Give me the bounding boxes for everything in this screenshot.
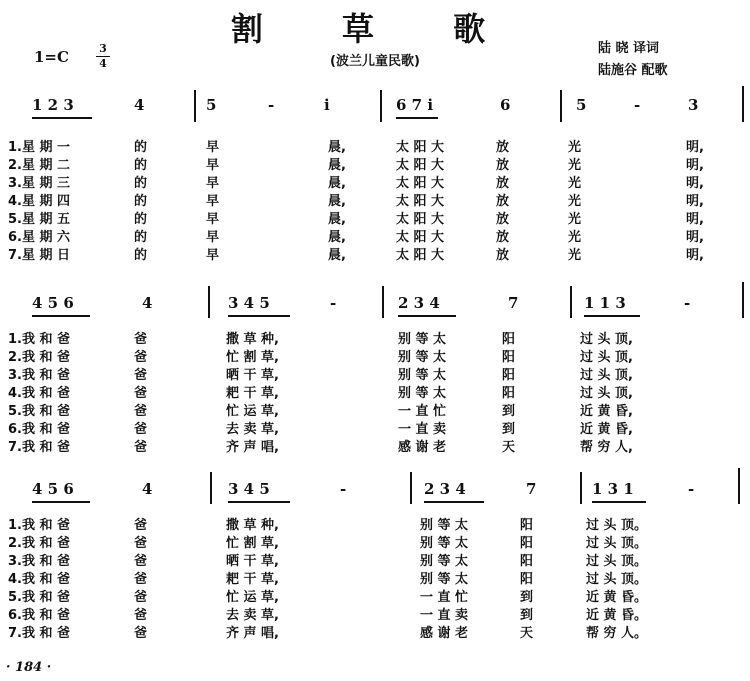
lyric-text: 的 [134,212,148,227]
lyric-text: 忙 割 草, [226,536,279,551]
note-group: 4 5 6 [32,480,74,498]
lyric-text: 的 [134,248,148,263]
lyric-text: 感 谢 老 [420,626,469,641]
lyric-text: 3.我 和 爸 [8,368,71,383]
lyric-text: 太 阳 大 [396,230,445,245]
arranger-credit: 陆施谷 配歌 [598,63,668,78]
bar-line [742,86,744,122]
lyric-text: 5.星 期 五 [8,212,71,227]
lyric-text: 4.星 期 四 [8,194,71,209]
lyric-text: 爸 [134,422,148,437]
bar-line [194,90,196,122]
beam-underline [592,501,646,503]
lyric-text: 到 [520,608,534,623]
note-group: 2 3 4 [424,480,466,498]
note-group: 7 [508,294,519,312]
lyric-text: 感 谢 老 [398,440,447,455]
note-group: 1 3 1 [592,480,634,498]
beam-underline [228,315,290,317]
lyric-text: 的 [134,176,148,191]
beam-underline [32,315,90,317]
page-number: · 184 · [6,660,52,675]
lyric-text: 近 黄 昏, [580,404,633,419]
lyric-text: 爸 [134,626,148,641]
lyric-text: 明, [686,158,704,173]
lyric-text: 过 头 顶, [580,386,633,401]
bar-line [580,472,582,504]
lyric-text: 阳 [520,536,534,551]
lyric-text: 齐 声 唱, [226,626,279,641]
lyric-text: 晨, [328,194,346,209]
lyric-text: 光 [568,230,582,245]
lyric-text: 阳 [502,386,516,401]
note-group: 3 4 5 [228,480,270,498]
lyric-text: 忙 运 草, [226,404,279,419]
lyric-text: 爸 [134,440,148,455]
lyric-text: 别 等 太 [398,386,447,401]
lyric-text: 明, [686,212,704,227]
beam-underline [228,501,290,503]
lyric-text: 到 [502,422,516,437]
lyric-text: 爸 [134,554,148,569]
lyric-text: 放 [496,140,510,155]
lyric-text: 6.我 和 爸 [8,608,71,623]
lyric-text: 齐 声 唱, [226,440,279,455]
note-group: - [684,294,691,312]
note-group: - [330,294,337,312]
lyric-text: 晨, [328,176,346,191]
lyric-text: 太 阳 大 [396,212,445,227]
lyric-text: 阳 [502,350,516,365]
lyric-text: 过 头 顶。 [586,536,648,551]
credits [598,38,668,82]
lyric-text: 晨, [328,140,346,155]
lyric-text: 近 黄 昏。 [586,608,648,623]
note-group: 1 2 3 [32,96,74,114]
lyric-text: 阳 [520,554,534,569]
note-group: 4 5 6 [32,294,74,312]
lyric-text: 光 [568,176,582,191]
lyric-text: 到 [520,590,534,605]
lyric-text: 爸 [134,350,148,365]
note-group: 5 [576,96,587,114]
lyric-text: 爸 [134,386,148,401]
lyric-text: 7.我 和 爸 [8,440,71,455]
lyric-text: 光 [568,248,582,263]
lyric-text: 5.我 和 爸 [8,404,71,419]
lyric-text: 一 直 卖 [420,608,469,623]
lyric-text: 晒 干 草, [226,554,279,569]
lyric-text: 晨, [328,158,346,173]
lyric-text: 去 卖 草, [226,422,279,437]
lyric-text: 2.星 期 二 [8,158,71,173]
lyric-text: 明, [686,176,704,191]
lyric-text: 忙 割 草, [226,350,279,365]
lyric-text: 别 等 太 [420,554,469,569]
lyric-text: 太 阳 大 [396,248,445,263]
note-group: 4 [142,294,153,312]
lyric-text: 1.我 和 爸 [8,518,71,533]
lyric-text: 爸 [134,536,148,551]
lyric-text: 2.我 和 爸 [8,536,71,551]
lyric-text: 到 [502,404,516,419]
lyric-text: 光 [568,158,582,173]
lyric-text: 3.星 期 三 [8,176,71,191]
lyric-text: 爸 [134,332,148,347]
note-group: 4 [142,480,153,498]
lyric-text: 爸 [134,608,148,623]
lyric-text: 4.我 和 爸 [8,572,71,587]
lyric-text: 帮 穷 人, [580,440,633,455]
beam-underline [32,501,90,503]
lyric-text: 4.我 和 爸 [8,386,71,401]
time-signature-top: 3 [99,42,107,55]
lyric-text: 晨, [328,248,346,263]
lyric-text: 过 头 顶, [580,332,633,347]
lyric-text: 的 [134,140,148,155]
beam-underline [398,315,456,317]
lyric-text: 爸 [134,518,148,533]
bar-line [738,468,740,504]
beam-underline [396,117,438,119]
lyric-text: 晒 干 草, [226,368,279,383]
lyric-text: 放 [496,158,510,173]
lyric-text: 帮 穷 人。 [586,626,648,641]
lyric-text: 放 [496,176,510,191]
lyric-text: 别 等 太 [420,518,469,533]
beam-underline [32,117,92,119]
lyricist-credit: 陆 晓 译词 [598,41,660,56]
note-group: - [340,480,347,498]
lyric-text: 近 黄 昏。 [586,590,648,605]
note-group: 5 [206,96,217,114]
beam-underline [424,501,484,503]
note-group: - [268,96,275,114]
lyric-text: 1.星 期 一 [8,140,71,155]
lyric-text: 阳 [502,332,516,347]
bar-line [410,472,412,504]
bar-line [570,286,572,318]
note-group: 6 7 i [396,96,434,114]
note-group: 6 [500,96,511,114]
time-signature-bottom: 4 [99,57,107,70]
lyric-text: 撒 草 种, [226,332,279,347]
lyric-text: 晨, [328,230,346,245]
lyric-text: 别 等 太 [398,368,447,383]
lyric-text: 天 [520,626,534,641]
lyric-text: 7.星 期 日 [8,248,71,263]
lyric-text: 的 [134,230,148,245]
note-group: - [688,480,695,498]
lyric-text: 爸 [134,368,148,383]
bar-line [210,472,212,504]
lyric-text: 早 [206,194,220,209]
note-group: 2 3 4 [398,294,440,312]
bar-line [560,90,562,122]
lyric-text: 早 [206,158,220,173]
bar-line [380,90,382,122]
note-group: - [634,96,641,114]
note-group: 7 [526,480,537,498]
lyric-text: 阳 [520,572,534,587]
lyric-text: 别 等 太 [398,350,447,365]
lyric-text: 太 阳 大 [396,176,445,191]
lyric-text: 早 [206,212,220,227]
lyric-text: 明, [686,248,704,263]
lyric-text: 的 [134,158,148,173]
note-group: 1 1 3 [584,294,626,312]
lyric-text: 爸 [134,590,148,605]
lyric-text: 光 [568,140,582,155]
lyric-text: 忙 运 草, [226,590,279,605]
lyric-text: 太 阳 大 [396,158,445,173]
lyric-text: 耙 干 草, [226,386,279,401]
lyric-text: 过 头 顶, [580,350,633,365]
lyric-text: 近 黄 昏, [580,422,633,437]
lyric-text: 一 直 忙 [420,590,469,605]
lyric-text: 早 [206,176,220,191]
lyric-text: 爸 [134,572,148,587]
lyric-text: 晨, [328,212,346,227]
bar-line [208,286,210,318]
note-group: 4 [134,96,145,114]
lyric-text: 阳 [502,368,516,383]
lyric-text: 过 头 顶。 [586,518,648,533]
note-group: i [324,96,330,114]
lyric-text: 别 等 太 [420,572,469,587]
lyric-text: 去 卖 草, [226,608,279,623]
lyric-text: 的 [134,194,148,209]
note-group: 3 [688,96,699,114]
song-origin: (波兰儿童民歌) [330,54,420,69]
lyric-text: 太 阳 大 [396,140,445,155]
lyric-text: 放 [496,212,510,227]
lyric-text: 光 [568,212,582,227]
lyric-text: 早 [206,140,220,155]
key-signature: 1=C [34,48,69,66]
lyric-text: 别 等 太 [420,536,469,551]
beam-underline [584,315,640,317]
lyric-text: 2.我 和 爸 [8,350,71,365]
lyric-text: 放 [496,194,510,209]
lyric-text: 早 [206,230,220,245]
lyric-text: 放 [496,248,510,263]
lyric-text: 5.我 和 爸 [8,590,71,605]
lyric-text: 耙 干 草, [226,572,279,587]
bar-line [382,286,384,318]
lyric-text: 明, [686,140,704,155]
lyric-text: 6.星 期 六 [8,230,71,245]
lyric-text: 爸 [134,404,148,419]
lyric-text: 7.我 和 爸 [8,626,71,641]
lyric-text: 撒 草 种, [226,518,279,533]
lyric-text: 天 [502,440,516,455]
lyric-text: 早 [206,248,220,263]
lyric-text: 1.我 和 爸 [8,332,71,347]
song-title: 割 草 歌 [230,10,520,48]
lyric-text: 别 等 太 [398,332,447,347]
lyric-text: 6.我 和 爸 [8,422,71,437]
bar-line [742,282,744,318]
lyric-text: 3.我 和 爸 [8,554,71,569]
lyric-text: 一 直 卖 [398,422,447,437]
lyric-text: 过 头 顶。 [586,554,648,569]
lyric-text: 过 头 顶。 [586,572,648,587]
lyric-text: 阳 [520,518,534,533]
lyric-text: 光 [568,194,582,209]
lyric-text: 放 [496,230,510,245]
lyric-text: 明, [686,194,704,209]
lyric-text: 一 直 忙 [398,404,447,419]
note-group: 3 4 5 [228,294,270,312]
lyric-text: 明, [686,230,704,245]
lyric-text: 过 头 顶, [580,368,633,383]
lyric-text: 太 阳 大 [396,194,445,209]
